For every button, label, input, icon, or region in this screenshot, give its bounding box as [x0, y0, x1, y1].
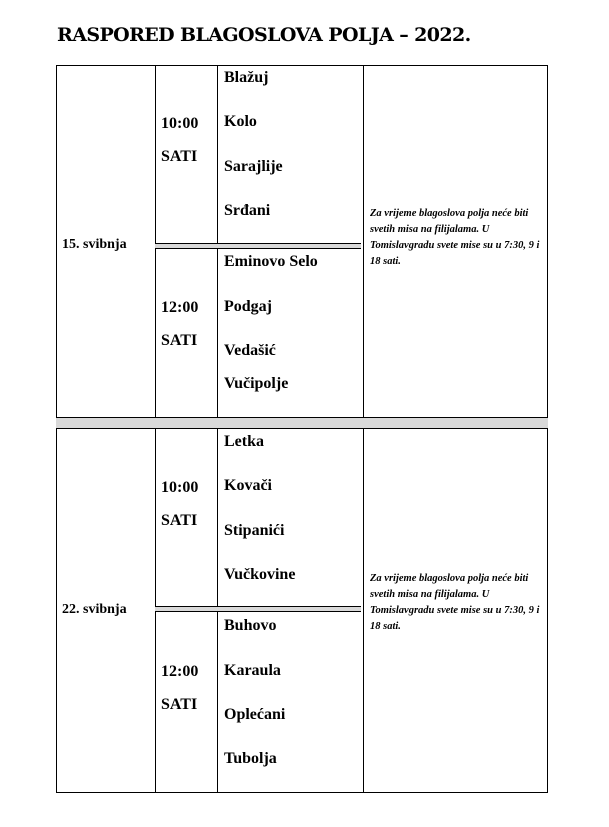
- place-name: Kovači: [224, 477, 272, 494]
- place-name: Eminovo Selo: [224, 253, 318, 270]
- slot-separator: [155, 606, 361, 612]
- slot-separator: [155, 243, 361, 249]
- place-name: Letka: [224, 433, 264, 450]
- mass-note: Za vrijeme blagoslova polja neće biti svetih misa na filijalama. U Tomislavgradu svete mise su u 7:30, 9 i 18 sati.: [370, 208, 540, 267]
- slot-time: [161, 107, 221, 173]
- time-unit: SATI: [161, 696, 198, 713]
- slot-time: [161, 471, 221, 537]
- time-unit: SATI: [161, 332, 198, 349]
- time-value: 10:00: [161, 479, 199, 496]
- schedule-day-2: [56, 428, 548, 793]
- place-name: Vučkovine: [224, 566, 296, 583]
- time-unit: SATI: [161, 148, 198, 165]
- time-value: 12:00: [161, 663, 199, 680]
- place-name: Vučipolje: [224, 375, 289, 392]
- page-title: RASPORED BLAGOSLOVA POLJA – 2022.: [57, 24, 471, 46]
- mass-note: Za vrijeme blagoslova polja neće biti svetih misa na filijalama. U Tomislavgradu svete mise su u 7:30, 9 i 18 sati.: [370, 573, 540, 632]
- place-name: Buhovo: [224, 617, 277, 634]
- place-name: Blažuj: [224, 69, 269, 86]
- time-unit: SATI: [161, 512, 198, 529]
- day-date: 15. svibnja: [62, 237, 127, 252]
- schedule-day-1: [56, 65, 548, 418]
- time-value: 12:00: [161, 299, 199, 316]
- place-name: Sarajlije: [224, 158, 283, 175]
- time-value: 10:00: [161, 115, 199, 132]
- slot-time: [161, 655, 221, 721]
- place-name: Tubolja: [224, 750, 277, 767]
- place-name: Vedašić: [224, 342, 276, 359]
- place-name: Kolo: [224, 113, 257, 130]
- place-name: Podgaj: [224, 298, 272, 315]
- day-date: 22. svibnja: [62, 602, 127, 617]
- place-name: Karaula: [224, 662, 281, 679]
- slot-time: [161, 291, 221, 357]
- place-name: Stipanići: [224, 522, 285, 539]
- place-name: Oplećani: [224, 706, 286, 723]
- place-name: Srđani: [224, 202, 271, 219]
